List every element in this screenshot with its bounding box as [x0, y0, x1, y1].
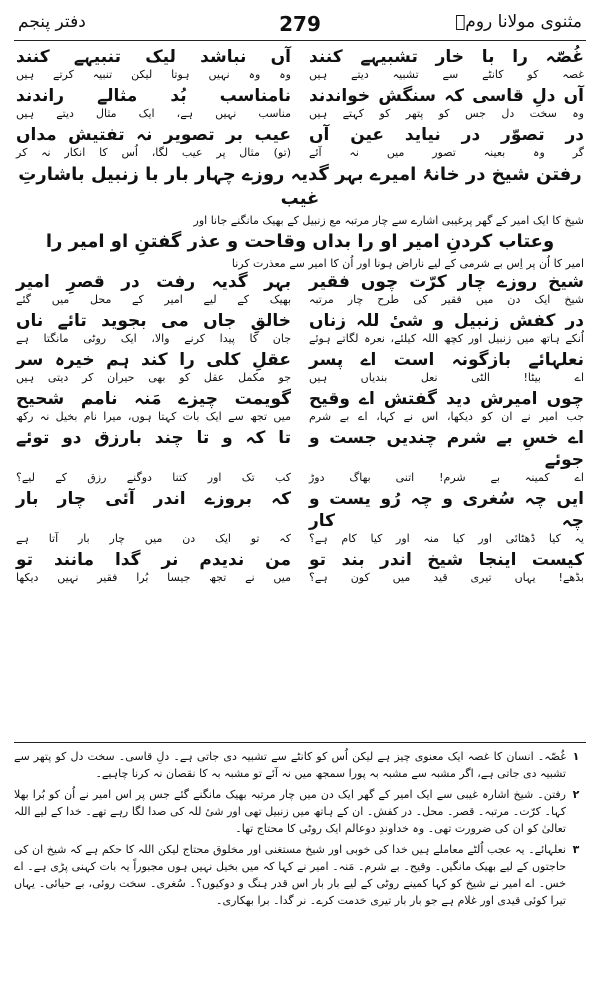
footnote-text: نعلہائے۔ یہ عجب اُلٹے معاملے ہیں خدا کی خوبی اور شیخ مستغنی اور مخلوق محتاج لیکن اللہ کا حکم ہے کہ شیخ ان کی حاجتوں کے لیے بھیک مانگیں۔ وقیح۔ بے شرم۔ مَنہ۔ امیر نے کہا کہ میں بخیل نہیں ہوں مجبوراً یہ بات کہنی پڑی ہے۔ اے خس۔ اے امیر نے شیخ کو کہا کمینے روٹی کے لیے بار بار اس قدر ہنگ و دوکیوں؟۔ سُغری۔ سخت روئی، بے حیائی۔ یہاں تیرا کوئی قیدی اور غلام ہے جو بار بار تیری خدمت کرے۔ نر گدا۔ برا بھکاری۔: [14, 843, 566, 907]
footnote: [14, 786, 586, 837]
footnote-number: ۲: [572, 788, 580, 801]
translation-right: اے بیٹا! الٹی نعل بندیاں ہیں: [309, 371, 584, 384]
translation-left: (تو) مثال پر عیب لگا، اُس کا انکار نہ کر: [16, 146, 291, 159]
hemistich-right: آں دلِ قاسی کہ سنگش خواندند: [309, 86, 584, 106]
hemistich-left: نامناسب بُد مثالے راندند: [16, 86, 291, 106]
translation-left: جان کا پیدا کرنے والا، ایک روٹی مانگتا ہے: [16, 332, 291, 345]
footnote-text: رفتن۔ شیخ اشارہ غیبی سے ایک امیر کے گھر ایک دن میں چار مرتبہ بھیک مانگنے گئے جس پر اس امیر نے اُن کو بُرا بھلا کہا۔ کرّت۔ مرتبہ۔ قصر۔ محل۔ در کفش۔ ان کے ہاتھ میں زنبیل تھی اور شیٔ للہ کی صدا لگا رہے تھے۔ خدا کے لیے اللہ تعالیٰ کو ان کی ضرورت تھی۔ وہ خداوندِ دوعالم ایک روٹی کا محتاج تھا۔: [14, 788, 566, 835]
footnote: [14, 841, 586, 909]
translation-left: جو مکمل عقل کو بھی حیران کر دیتی ہیں: [16, 371, 291, 384]
translation-left: کب تک اور کتنا دوگنے رزق کے لیے؟: [16, 471, 291, 484]
couplet: [16, 549, 584, 585]
hemistich-left: تا کہ و تا چند بارزق دو توئے: [16, 428, 291, 448]
hemistich-left: من ندیدم نر گدا مانند تو: [16, 550, 291, 570]
chapter-subheading-translation: امیر کا اُن پر اِس بے شرمی کے لیے ناراض ہونا اور اُن کا امیر سے معذرت کرنا: [231, 257, 584, 270]
hemistich-right: چوں امیرش دید گفتش اے وقیح: [309, 389, 584, 409]
translation-right: غصہ کو کانٹے سے تشبیہ دیتے ہیں: [309, 68, 584, 81]
footnote: [14, 748, 586, 782]
hemistich-right: اے خسِ بے شرم چندیں جست و جوئے: [309, 428, 584, 470]
translation-right: جب امیر نے ان کو دیکھا، اس نے کہا، اے بے شرم: [309, 410, 584, 423]
footnote-divider: [14, 742, 586, 743]
hemistich-left: کہ بروزے اندر آئی چار بار: [16, 489, 291, 509]
translation-right: گر وہ بعینہ تصور میں نہ آئے: [309, 146, 584, 159]
footnotes: [14, 748, 586, 913]
chapter-heading-translation: شیخ کا ایک امیر کے گھر پرغیبی اشارے سے چار مرتبہ مع زنبیل کے بھیک مانگنے جانا اور: [193, 214, 584, 227]
footnote-number: ۳: [572, 843, 580, 856]
footnote-number: ۱: [572, 750, 580, 763]
hemistich-left: آں نباشد لیک تنبیہے کنند: [16, 47, 291, 67]
couplet: [16, 310, 584, 346]
hemistich-right: در تصوّر در نیاید عین آں: [309, 125, 584, 145]
section-title: دفتر پنجم: [18, 12, 86, 32]
hemistich-right: در کفش زنبیل و شیٔ للہ زناں: [309, 311, 584, 331]
hemistich-left: بہر گدیہ رفت در قصرِ امیر: [16, 272, 291, 292]
translation-right: شیخ ایک دن میں فقیر کی طرح چار مرتبہ: [309, 293, 584, 306]
hemistich-right: ایں چہ سُغری و چہ رُو یست و چہ کار: [309, 489, 584, 531]
chapter-heading: رفتن شیخ در خانۂ امیرے بہر گدیہ روزے چہار بار با زنبیل باشارتِ غیب: [18, 164, 582, 209]
couplet: [16, 388, 584, 424]
hemistich-left: گویمت چیزے مَنہ نامم شحیح: [16, 389, 291, 409]
couplet: [16, 271, 584, 307]
translation-left: میں نے تجھ جیسا بُرا فقیر نہیں دیکھا: [16, 571, 291, 584]
translation-right: وہ سخت دل جس کو پتھر کو کہتے ہیں: [309, 107, 584, 120]
page-header: [14, 10, 586, 41]
couplet: [16, 124, 584, 160]
hemistich-left: عیب بر تصویر نہ تفتیش مداں: [16, 125, 291, 145]
hemistich-left: عقلِ کلی را کند ہم خیرہ سر: [16, 350, 291, 370]
couplets-top: [16, 46, 584, 160]
hemistich-right: کیست اینجا شیخ اندر بند تو: [309, 550, 584, 570]
main-text: [16, 46, 584, 588]
couplet: [16, 85, 584, 121]
couplet: [16, 46, 584, 82]
page-number: 279: [279, 12, 321, 36]
translation-left: وہ وہ نہیں ہوتا لیکن تنبیہ کرتے ہیں: [16, 68, 291, 81]
translation-left: بھیک کے لیے امیر کے محل میں گئے: [16, 293, 291, 306]
couplet: [16, 349, 584, 385]
couplet: [16, 488, 584, 546]
hemistich-right: غُصّہ را با خار تشبیہے کنند: [309, 47, 584, 67]
couplets-bottom: [16, 271, 584, 585]
hemistich-right: نعلہائے بازگونہ است اے پسر: [309, 350, 584, 370]
translation-right: بڈھے! یہاں تیری قید میں کون ہے؟: [309, 571, 584, 584]
translation-right: یہ کیا ڈھٹائی اور کیا منہ اور کیا کام ہے؟: [309, 532, 584, 545]
translation-left: میں تجھ سے ایک بات کہتا ہوں، میرا نام بخیل نہ رکھ: [16, 410, 291, 423]
book-title: مثنوی مولانا رومؒ: [455, 12, 582, 32]
chapter-subheading: وعتاب کردنِ امیر او را بداں وقاحت و عذر گفتنِ او امیر را: [45, 231, 555, 252]
translation-right: اے کمینہ بے شرم! اتنی بھاگ دوڑ: [309, 471, 584, 484]
translation-right: اُنکے ہاتھ میں زنبیل اور کچھ اللہ کیلئے، نعرہ لگاتے ہوئے: [309, 332, 584, 345]
translation-left: مناسب نہیں ہے، ایک مثال دیتے ہیں: [16, 107, 291, 120]
hemistich-left: خالقِ جاں می بجوید تائے ناں: [16, 311, 291, 331]
couplet: [16, 427, 584, 485]
translation-left: کہ تو ایک دن میں چار بار آتا ہے: [16, 532, 291, 545]
hemistich-right: شیخ روزے چار کرّت چوں فقیر: [309, 272, 584, 292]
footnote-text: غُصّہ۔ انسان کا غصہ ایک معنوی چیز ہے لیکن اُس کو کانٹے سے تشبیہ دی جاتی ہے۔ دلِ قاسی۔ سخت دل کو پتھر سے تشبیہ دی جاتی ہے، اگر مشبہ سے مشبہ بہ پورا سمجھ میں نہ آئے تو مشبہ بہ کا نقصان نہ کرنا چاہیے۔: [14, 750, 566, 780]
